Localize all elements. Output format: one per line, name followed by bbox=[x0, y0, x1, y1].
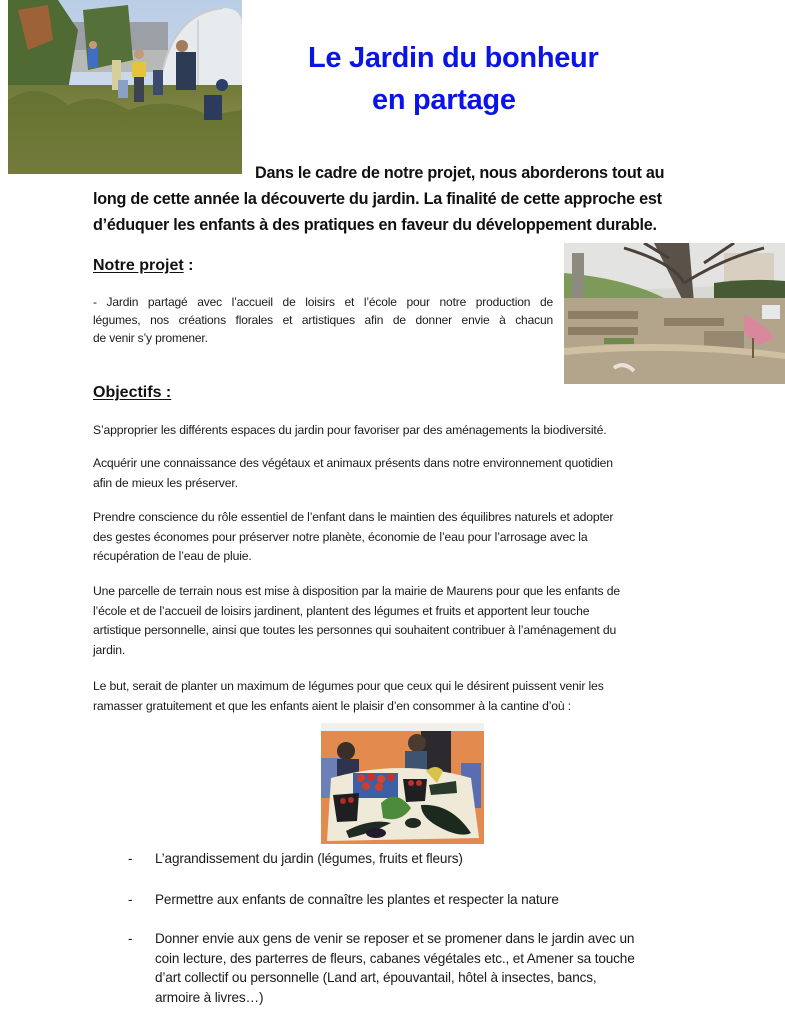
projet-paragraph bbox=[93, 293, 553, 347]
objectif-paragraph-parcelle bbox=[93, 582, 620, 660]
text-line: coin lecture, des parterres de fleurs, cabanes végétales etc., et Amener sa touche bbox=[155, 950, 635, 966]
text-line: récupération de l’eau de pluie. bbox=[93, 549, 252, 563]
text-line: - Jardin partagé avec l’accueil de loisirs et l’école pour notre production de bbox=[93, 295, 553, 309]
children-garden-photo bbox=[8, 0, 242, 174]
text-line: des gestes économes pour préserver notre planète, économie de l’eau pour l’arrosage avec la bbox=[93, 529, 588, 544]
document-title-line-2: en partage bbox=[372, 84, 516, 116]
text-line: artistique personnelle, ainsi que toutes les personnes qui souhaitent contribuer à l’aménagement du bbox=[93, 623, 617, 637]
bullet-dash: - bbox=[128, 851, 133, 866]
objectif-paragraph-conscience bbox=[93, 508, 613, 567]
intro-line-1: Dans le cadre de notre projet, nous aborderons tout au bbox=[255, 164, 665, 182]
photo-image-icon bbox=[321, 723, 484, 844]
bullet-dash: - bbox=[128, 931, 133, 946]
bullet-dash: - bbox=[128, 892, 133, 907]
text-line: L’agrandissement du jardin (légumes, fruits et fleurs) bbox=[155, 851, 463, 866]
text-line: jardin. bbox=[93, 642, 126, 657]
vegetables-harvest-photo bbox=[321, 723, 484, 844]
list-item-text bbox=[155, 849, 463, 869]
text-line: Donner envie aux gens de venir se reposer et se promener dans le jardin avec un bbox=[155, 931, 635, 946]
text-line: de venir s’y promener. bbox=[93, 331, 208, 345]
list-item-text bbox=[155, 929, 635, 1007]
heading-colon: : bbox=[183, 257, 194, 274]
objectif-paragraph-biodiversite bbox=[93, 421, 607, 441]
text-line: Le but, serait de planter un maximum de légumes pour que ceux qui le désirent puissent venir les bbox=[93, 679, 604, 693]
text-line: Acquérir une connaissance des végétaux et animaux présents dans notre environnement quotidien bbox=[93, 456, 613, 470]
text-line: Une parcelle de terrain nous est mise à disposition par la mairie de Maurens pour que les enfants de bbox=[93, 584, 620, 598]
text-line: ramasser gratuitement et que les enfants aient le plaisir d’en consommer à la cantine d’où : bbox=[93, 698, 572, 713]
text-line: d’art collectif ou personnelle (Land art, épouvantail, hôtel à insectes, bancs, bbox=[155, 970, 597, 985]
text-line: légumes, nos créations florales et artistiques afin de donner envie à chacun bbox=[93, 313, 553, 327]
text-line: Permettre aux enfants de connaître les plantes et respecter la nature bbox=[155, 892, 559, 907]
intro-line-3: d’éduquer les enfants à des pratiques en faveur du développement durable. bbox=[93, 216, 657, 234]
text-line: Prendre conscience du rôle essentiel de l’enfant dans le maintien des équilibres naturels et adopter bbox=[93, 510, 614, 524]
list-item-text bbox=[155, 890, 559, 910]
intro-line-2: long de cette année la découverte du jardin. La finalité de cette approche est bbox=[93, 190, 662, 208]
objectif-paragraph-but bbox=[93, 677, 604, 716]
photo-image-icon bbox=[8, 0, 242, 174]
text-line: afin de mieux les préserver. bbox=[93, 475, 238, 490]
garden-plot-photo bbox=[564, 243, 785, 384]
text-line: l’école et de l’accueil de loisirs jardinent, plantent des légumes et fruits et apportent leur touche bbox=[93, 603, 590, 618]
text-line: armoire à livres…) bbox=[155, 989, 264, 1005]
section-heading-objectifs bbox=[93, 384, 171, 402]
text-line: S’approprier les différents espaces du jardin pour favoriser par des aménagements la biodiversité. bbox=[93, 423, 607, 437]
section-heading-notre-projet bbox=[93, 257, 193, 275]
document-title-line-1: Le Jardin du bonheur bbox=[308, 42, 599, 74]
heading-text: Notre projet bbox=[93, 257, 184, 274]
heading-text: Objectifs : bbox=[93, 384, 172, 401]
objectif-paragraph-connaissance bbox=[93, 454, 613, 493]
photo-image-icon bbox=[564, 243, 785, 384]
